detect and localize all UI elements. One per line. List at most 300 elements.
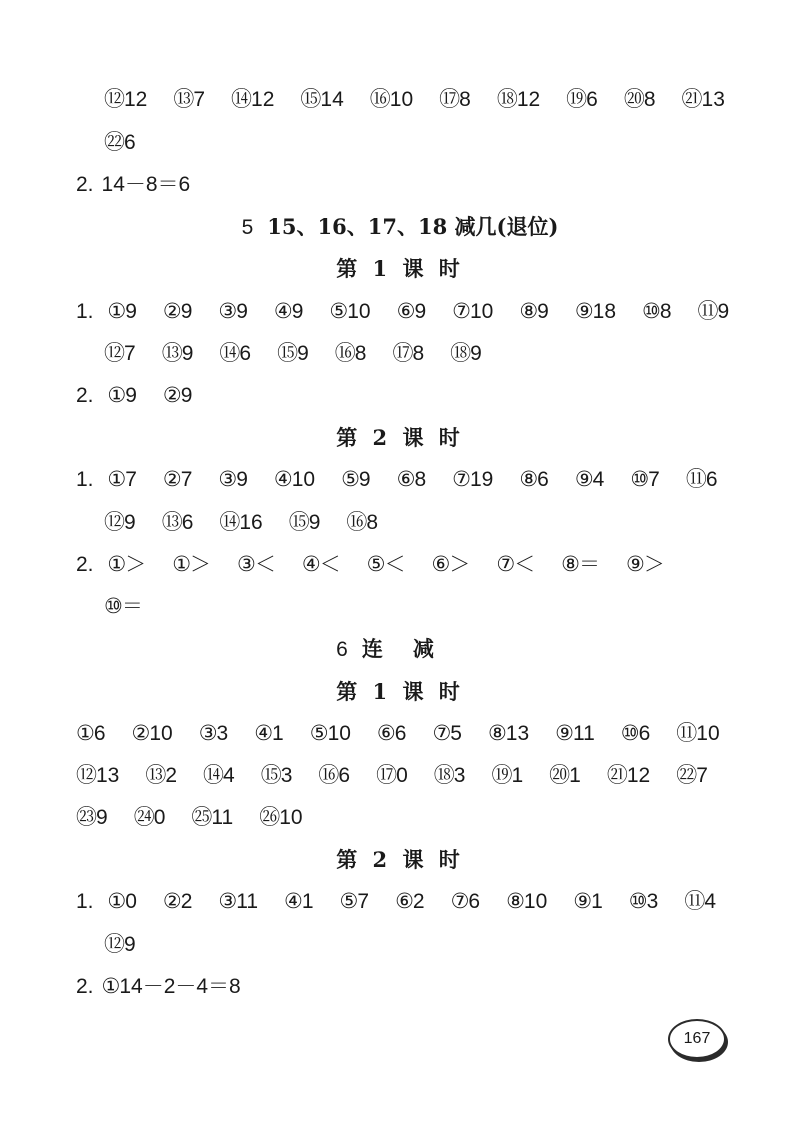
- s5l1-q2-row: [76, 379, 218, 413]
- answer-item: [519, 463, 549, 497]
- item-answer: 9: [308, 511, 321, 534]
- item-number: ⑯: [334, 342, 355, 365]
- item-number: ⑫: [104, 933, 124, 956]
- item-answer: 9: [414, 300, 427, 323]
- s5l1-q1-row-1: [76, 295, 755, 329]
- section-title: 连减: [361, 636, 464, 661]
- item-number: ①: [76, 722, 94, 745]
- item-answer: 10: [523, 890, 548, 913]
- item-number: ⑬: [145, 764, 166, 787]
- item-answer: 0: [396, 764, 408, 787]
- item-answer: 9: [124, 933, 136, 956]
- item-number: ⑯: [369, 88, 390, 111]
- answer-item: [397, 295, 427, 329]
- item-answer: 9: [236, 300, 248, 323]
- s6l2-q1-row-1: [76, 885, 742, 919]
- item-number: ⑭: [203, 764, 224, 787]
- item-number: ⑦: [432, 722, 451, 745]
- answer-item: [219, 506, 262, 540]
- s6-lesson-1-title: 第 1 课 时: [336, 679, 464, 704]
- item-answer: 13: [96, 764, 120, 787]
- item-answer: 10: [279, 806, 303, 829]
- item-number: ③: [218, 300, 237, 323]
- answer-item: [104, 506, 136, 540]
- item-answer: 1: [569, 764, 581, 787]
- item-number: ⑨: [574, 468, 593, 491]
- item-number: ⑥: [396, 300, 415, 323]
- item-answer: 6: [638, 722, 651, 745]
- item-answer: 1: [301, 890, 314, 913]
- item-answer: 11: [236, 890, 259, 913]
- item-answer: 6: [338, 764, 351, 787]
- item-number: ⑩: [620, 722, 639, 745]
- item-number: ①: [107, 553, 126, 576]
- answer-item: [218, 295, 248, 329]
- item-answer: 9: [537, 300, 549, 323]
- answer-item: [231, 83, 274, 117]
- item-answer: 9: [470, 342, 482, 365]
- item-number: ⑤: [309, 722, 328, 745]
- answer-item: [310, 717, 351, 751]
- item-number: ⑧: [519, 468, 538, 491]
- item-number: ⑬: [161, 342, 182, 365]
- item-number: ①: [107, 384, 126, 407]
- item-answer: ＞: [449, 553, 471, 576]
- item-answer: 9: [180, 300, 193, 323]
- answer-item: [289, 506, 321, 540]
- item-number: ⑫: [104, 342, 124, 365]
- item-number: ⑭: [231, 88, 252, 111]
- answer-item: [76, 717, 106, 751]
- question-label: 2.: [76, 384, 94, 407]
- item-number: ⑮: [288, 511, 309, 534]
- item-number: ⑯: [318, 764, 339, 787]
- item-number: ㉖: [259, 806, 280, 829]
- item-number: ⑥: [396, 468, 415, 491]
- item-answer: 6: [586, 88, 598, 111]
- item-number: ③: [218, 890, 237, 913]
- item-number: ②: [162, 890, 181, 913]
- item-number: ㉑: [606, 764, 627, 787]
- item-answer: 9: [297, 342, 309, 365]
- item-number: ②: [162, 468, 181, 491]
- answer-item: [682, 83, 725, 117]
- page-number: 167: [683, 1030, 711, 1047]
- item-number: ⑨: [555, 722, 573, 745]
- item-answer: 7: [648, 468, 660, 491]
- item-answer: 9: [236, 468, 248, 491]
- answer-item: [439, 83, 471, 117]
- answer-item: [488, 717, 529, 751]
- item-answer: 8: [414, 468, 427, 491]
- item-answer: 8: [366, 511, 379, 534]
- item-number: ⑮: [260, 764, 281, 787]
- answer-item: [107, 463, 137, 497]
- s5l1-q1-row-2: [104, 337, 508, 371]
- item-answer: 4: [704, 890, 716, 913]
- answer-item: [218, 885, 258, 919]
- item-answer: 9: [717, 300, 730, 323]
- item-answer: 10: [149, 722, 173, 745]
- answer-item: [329, 295, 370, 329]
- answer-item: [341, 463, 371, 497]
- item-number: ①: [101, 975, 120, 998]
- item-number: ⑩: [630, 468, 649, 491]
- item-answer: ＞: [643, 553, 665, 576]
- answer-item: [76, 801, 108, 835]
- answer-item: [370, 83, 413, 117]
- item-number: ②: [162, 300, 181, 323]
- item-number: ⑬: [173, 88, 194, 111]
- item-answer: 12: [124, 88, 148, 111]
- s5-lesson-2-title: 第 2 课 时: [336, 425, 464, 450]
- answer-item: [254, 717, 284, 751]
- answer-item: [284, 885, 314, 919]
- item-answer: ＝: [121, 595, 143, 618]
- item-number: ⑤: [339, 890, 358, 913]
- item-number: ④: [273, 300, 292, 323]
- answer-item: [367, 548, 406, 582]
- item-answer: 4: [223, 764, 235, 787]
- item-number: ⑪: [684, 890, 705, 913]
- item-answer: 8: [412, 342, 425, 365]
- item-number: ⑯: [346, 511, 367, 534]
- item-number: ⑥: [376, 722, 395, 745]
- answer-item: [162, 337, 194, 371]
- item-number: ⑧: [561, 553, 579, 576]
- answer-item: [163, 885, 193, 919]
- answer-item: [575, 463, 605, 497]
- question-label: 2.: [76, 553, 94, 576]
- s6l1-row-1: [76, 717, 746, 751]
- answer-item: [261, 759, 293, 793]
- s5l2-q2-row-2: [104, 590, 169, 624]
- answer-item: [132, 717, 173, 751]
- answer-item: [573, 885, 603, 919]
- item-number: ①: [107, 890, 126, 913]
- answer-text: 14－8＝6: [101, 173, 191, 196]
- item-number: ⑭: [219, 511, 240, 534]
- answer-item: [163, 295, 193, 329]
- item-answer: 10: [327, 722, 351, 745]
- item-number: ⑰: [376, 764, 397, 787]
- answer-item: [172, 548, 211, 582]
- answer-item: [676, 759, 708, 793]
- answer-item: [335, 337, 367, 371]
- item-number: ⑨: [625, 553, 644, 576]
- item-number: ㉒: [676, 764, 697, 787]
- answer-item: [104, 126, 136, 160]
- answer-item: [566, 83, 598, 117]
- answer-item: [163, 463, 193, 497]
- item-answer: 3: [216, 722, 229, 745]
- answer-item: [491, 759, 523, 793]
- item-answer: 7: [357, 890, 370, 913]
- section-5-heading: [0, 209, 800, 245]
- item-number: ⑰: [439, 88, 460, 111]
- item-number: ⑦: [452, 300, 470, 323]
- answer-item: [199, 717, 229, 751]
- item-answer: 12: [626, 764, 651, 787]
- item-answer: 10: [389, 88, 414, 111]
- answer-item: [219, 337, 251, 371]
- item-number: ④: [301, 553, 320, 576]
- answer-item: [277, 337, 309, 371]
- item-number: ㉔: [133, 806, 154, 829]
- item-number: ⑦: [452, 468, 470, 491]
- item-answer: 6: [124, 131, 136, 154]
- item-number: ⑤: [366, 553, 385, 576]
- item-answer: 10: [291, 468, 316, 491]
- item-number: ⑫: [104, 88, 124, 111]
- item-number: ㉓: [76, 806, 96, 829]
- item-answer: 5: [450, 722, 462, 745]
- item-answer: 9: [125, 300, 137, 323]
- item-number: ③: [237, 553, 255, 576]
- answer-item: [397, 463, 427, 497]
- answer-item: [621, 717, 651, 751]
- item-number: ③: [198, 722, 217, 745]
- answer-item: [376, 759, 408, 793]
- item-answer: 9: [125, 384, 137, 407]
- item-answer: ＞: [125, 553, 147, 576]
- item-number: ⑧: [519, 300, 538, 323]
- item-answer: 9: [358, 468, 371, 491]
- item-answer: 0: [125, 890, 137, 913]
- answer-item: [642, 295, 672, 329]
- item-answer: 9: [96, 806, 108, 829]
- s5l2-q1-row-2: [104, 506, 404, 540]
- answer-item: [452, 295, 493, 329]
- answer-item: [274, 463, 315, 497]
- item-number: ⑥: [431, 553, 450, 576]
- s5l2-q1-row-1: [76, 463, 744, 497]
- item-answer: 9: [180, 384, 193, 407]
- section-title: 15、16、17、18 减几(退位): [267, 214, 559, 239]
- answer-item: [302, 548, 341, 582]
- item-answer: 14: [320, 88, 344, 111]
- item-answer: 12: [516, 88, 541, 111]
- question-label: 1.: [76, 890, 94, 913]
- answer-item: [134, 801, 166, 835]
- item-answer: 12: [251, 88, 275, 111]
- item-number: ⑱: [433, 764, 454, 787]
- item-number: ①: [107, 468, 126, 491]
- item-number: ⑱: [496, 88, 517, 111]
- section-6-heading: [0, 631, 800, 667]
- item-number: ⑪: [676, 722, 697, 745]
- s6l1-row-2: [76, 759, 734, 793]
- answer-item: [684, 885, 716, 919]
- answer-item: [104, 83, 147, 117]
- item-number: ④: [254, 722, 273, 745]
- item-answer: 2: [412, 890, 425, 913]
- s6l1-row-3: [76, 801, 329, 835]
- answer-item: [561, 548, 600, 582]
- answer-item: [218, 463, 248, 497]
- item-answer: 7: [125, 468, 137, 491]
- answer-item: [300, 83, 343, 117]
- item-answer: 6: [93, 722, 106, 745]
- item-number: ⑬: [161, 511, 182, 534]
- item-answer: 7: [696, 764, 708, 787]
- item-answer: ＝: [578, 553, 600, 576]
- item-number: ②: [162, 384, 181, 407]
- item-answer: 3: [453, 764, 466, 787]
- answer-item: [318, 759, 350, 793]
- item-number: ⑪: [685, 468, 706, 491]
- item-answer: 13: [505, 722, 530, 745]
- item-answer: ＞: [190, 553, 212, 576]
- question-label: 2.: [76, 975, 94, 998]
- item-number: ①: [107, 300, 126, 323]
- item-number: ⑧: [506, 890, 524, 913]
- answer-item: [451, 885, 481, 919]
- answer-item: [274, 295, 304, 329]
- answer-item: [76, 759, 119, 793]
- answer-item: [107, 379, 137, 413]
- answer-item: [392, 337, 424, 371]
- answer-item: [173, 83, 205, 117]
- item-answer: 10: [347, 300, 371, 323]
- page-number-badge: [668, 1019, 726, 1059]
- item-answer: 10: [696, 722, 720, 745]
- item-answer: 6: [239, 342, 252, 365]
- item-number: ㉑: [681, 88, 702, 111]
- item-answer: 11: [211, 806, 234, 829]
- question-label: 2.: [76, 173, 94, 196]
- item-number: ①: [172, 553, 191, 576]
- item-answer: 3: [646, 890, 659, 913]
- s6-lesson-2-title: 第 2 课 时: [336, 847, 464, 872]
- item-answer: 2: [165, 764, 178, 787]
- item-number: ⑮: [277, 342, 298, 365]
- answer-item: [104, 337, 136, 371]
- answer-item: [259, 801, 302, 835]
- item-answer: 11: [572, 722, 595, 745]
- answer-item: [676, 717, 719, 751]
- answer-item: [377, 717, 407, 751]
- answer-item: [434, 759, 466, 793]
- item-answer: 6: [468, 890, 481, 913]
- item-number: ㉒: [104, 131, 124, 154]
- item-answer: 8: [354, 342, 367, 365]
- answer-item: [340, 885, 370, 919]
- item-answer: 8: [459, 88, 471, 111]
- item-number: ⑧: [487, 722, 506, 745]
- item-answer: 7: [124, 342, 136, 365]
- answer-item: [698, 295, 730, 329]
- answer-item: [102, 970, 241, 1004]
- item-answer: 1: [272, 722, 284, 745]
- item-number: ⑥: [395, 890, 413, 913]
- item-answer: 7: [180, 468, 193, 491]
- item-answer: 6: [705, 468, 718, 491]
- answer-item: [452, 463, 493, 497]
- item-answer: 6: [394, 722, 407, 745]
- item-number: ⑩: [628, 890, 647, 913]
- answer-item: [346, 506, 378, 540]
- item-answer: 13: [701, 88, 725, 111]
- item-number: ⑲: [566, 88, 587, 111]
- item-answer: ＜: [254, 553, 276, 576]
- answer-item: [450, 337, 482, 371]
- item-answer: 4: [592, 468, 605, 491]
- answer-item: [506, 885, 547, 919]
- item-number: ⑱: [450, 342, 471, 365]
- answer-item: [432, 548, 471, 582]
- item-answer: 10: [469, 300, 494, 323]
- item-number: ⑭: [219, 342, 240, 365]
- answer-item: [497, 83, 540, 117]
- answer-item: [629, 885, 659, 919]
- answer-item: [549, 759, 581, 793]
- answer-item: [107, 885, 137, 919]
- answer-item: [575, 295, 616, 329]
- answer-item: [624, 83, 656, 117]
- item-answer: 9: [124, 511, 136, 534]
- answer-item: [626, 548, 665, 582]
- item-number: ⑰: [392, 342, 413, 365]
- answer-item: [191, 801, 233, 835]
- answer-item: [519, 295, 549, 329]
- item-number: ⑩: [642, 300, 660, 323]
- item-answer: 14－2－4＝8: [119, 975, 241, 998]
- item-answer: 0: [153, 806, 166, 829]
- item-answer: ＜: [319, 553, 341, 576]
- s5l2-q2-row-1: [76, 548, 691, 582]
- item-answer: 16: [239, 511, 263, 534]
- item-answer: ＜: [384, 553, 406, 576]
- answer-item: [686, 463, 718, 497]
- item-number: ⑦: [450, 890, 469, 913]
- item-number: ⑫: [76, 764, 96, 787]
- cont-row-2: [104, 126, 162, 160]
- item-answer: 9: [291, 300, 304, 323]
- answer-item: [496, 548, 535, 582]
- item-answer: 1: [511, 764, 524, 787]
- s5-lesson-1-title: 第 1 课 时: [336, 256, 464, 281]
- item-number: ⑨: [573, 890, 592, 913]
- question-label: 1.: [76, 300, 94, 323]
- answer-item: [104, 590, 143, 624]
- cont-row-1: [104, 83, 751, 117]
- item-answer: 8: [659, 300, 672, 323]
- item-number: ⑤: [329, 300, 348, 323]
- item-number: ⑲: [491, 764, 512, 787]
- s6l2-q2-row: [76, 970, 267, 1004]
- item-number: ⑪: [697, 300, 718, 323]
- section-number: 6: [336, 638, 348, 661]
- answer-item: [107, 548, 146, 582]
- item-number: ⑩: [104, 595, 122, 618]
- s6l2-q1-row-2: [104, 928, 162, 962]
- item-answer: 19: [469, 468, 494, 491]
- answer-item: [555, 717, 595, 751]
- item-number: ⑫: [104, 511, 124, 534]
- item-number: ⑦: [496, 553, 515, 576]
- answer-item: [630, 463, 660, 497]
- answer-item: [395, 885, 425, 919]
- answer-item: [145, 759, 177, 793]
- answer-item: [104, 928, 136, 962]
- item-number: ㉕: [191, 806, 212, 829]
- item-number: ⑤: [341, 468, 359, 491]
- item-answer: 3: [280, 764, 293, 787]
- item-answer: 8: [643, 88, 656, 111]
- item-answer: 9: [181, 342, 194, 365]
- answer-item: [162, 506, 194, 540]
